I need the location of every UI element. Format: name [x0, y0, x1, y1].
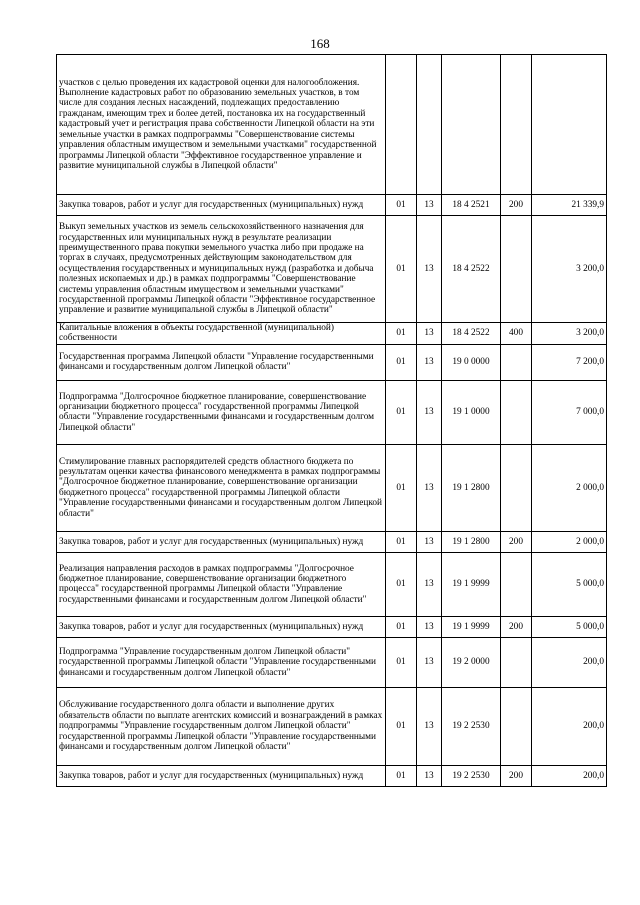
cell-section-code — [417, 55, 442, 195]
cell-ministry-code: 01 — [386, 344, 417, 380]
cell-amount: 2 000,0 — [532, 531, 607, 552]
cell-expense-type: 200 — [501, 765, 532, 786]
cell-section-code: 13 — [417, 616, 442, 637]
cell-description: Подпрограмма "Долгосрочное бюджетное планирование, совершенствование организации бюджетного процесса" государственной программы Липецкой области "Управление государственными финансами и государственным долгом Липецкой области" — [57, 380, 386, 444]
cell-section-code: 13 — [417, 531, 442, 552]
cell-description: Закупка товаров, работ и услуг для государственных (муниципальных) нужд — [57, 616, 386, 637]
cell-expense-type — [501, 216, 532, 323]
cell-description: Закупка товаров, работ и услуг для государственных (муниципальных) нужд — [57, 195, 386, 216]
cell-amount: 5 000,0 — [532, 552, 607, 616]
cell-target-article: 19 2 2530 — [442, 765, 501, 786]
cell-target-article: 18 4 2521 — [442, 195, 501, 216]
cell-expense-type: 200 — [501, 195, 532, 216]
cell-ministry-code: 01 — [386, 216, 417, 323]
budget-table — [56, 54, 607, 787]
cell-expense-type — [501, 637, 532, 687]
cell-expense-type — [501, 55, 532, 195]
table-row — [57, 616, 607, 637]
table-row — [57, 216, 607, 323]
cell-description: участков с целью проведения их кадастровой оценки для налогообложения. Выполнение кадастровых работ по образованию земельных участков, в том числе для создания лесных насаждений, подлежащих предоставлению гражданам, имеющим трех и более детей, постановка их на государственный кадастровый учет и регистрация права собственности Липецкой области на эти земельные участки в рамках подпрограммы "Совершенствование системы управления областным имуществом и земельными участками" государственной программы Липецкой области "Эффективное государственное управление и развитие муниципальной службы в Липецкой области" — [57, 55, 386, 195]
table-row — [57, 687, 607, 765]
cell-expense-type — [501, 380, 532, 444]
cell-expense-type: 200 — [501, 616, 532, 637]
cell-description: Закупка товаров, работ и услуг для государственных (муниципальных) нужд — [57, 531, 386, 552]
cell-amount: 200,0 — [532, 637, 607, 687]
cell-ministry-code: 01 — [386, 765, 417, 786]
table-row — [57, 323, 607, 345]
cell-ministry-code: 01 — [386, 531, 417, 552]
cell-section-code: 13 — [417, 444, 442, 531]
cell-ministry-code: 01 — [386, 616, 417, 637]
cell-target-article: 19 2 0000 — [442, 637, 501, 687]
cell-description: Выкуп земельных участков из земель сельскохозяйственного назначения для государственных или муниципальных нужд в результате реализации преимущественного права покупки земельного участка либо при продаже на торгах в случаях, предусмотренных действующим законодательством для осуществления государственных и муниципальных нужд (разработка и добыча полезных ископаемых и др.) в рамках подпрограммы "Совершенствование системы управления областным имуществом и земельными участками" государственной программы Липецкой области "Эффективное государственное управление и развитие муниципальной службы в Липецкой области" — [57, 216, 386, 323]
cell-section-code: 13 — [417, 552, 442, 616]
cell-description: Обслуживание государственного долга области и выполнение других обязательств области по выплате агентских комиссий и вознаграждений в рамках подпрограммы "Управление государственным долгом Липецкой области" государственной программы Липецкой области "Управление государственными финансами и государственным долгом Липецкой области" — [57, 687, 386, 765]
cell-ministry-code: 01 — [386, 552, 417, 616]
cell-description: Капитальные вложения в объекты государственной (муниципальной) собственности — [57, 323, 386, 345]
cell-expense-type: 400 — [501, 323, 532, 345]
table-row — [57, 552, 607, 616]
cell-amount: 5 000,0 — [532, 616, 607, 637]
cell-description: Реализация направления расходов в рамках подпрограммы "Долгосрочное бюджетное планирование, совершенствование организации бюджетного процесса" государственной программы Липецкой области "Управление государственными финансами и государственным долгом Липецкой области" — [57, 552, 386, 616]
cell-section-code: 13 — [417, 195, 442, 216]
cell-amount: 3 200,0 — [532, 323, 607, 345]
table-row — [57, 380, 607, 444]
cell-section-code: 13 — [417, 687, 442, 765]
cell-section-code: 13 — [417, 765, 442, 786]
cell-ministry-code: 01 — [386, 637, 417, 687]
table-row — [57, 531, 607, 552]
cell-ministry-code: 01 — [386, 687, 417, 765]
cell-expense-type: 200 — [501, 531, 532, 552]
cell-target-article: 19 1 9999 — [442, 616, 501, 637]
cell-description: Закупка товаров, работ и услуг для государственных (муниципальных) нужд — [57, 765, 386, 786]
cell-section-code: 13 — [417, 380, 442, 444]
cell-expense-type — [501, 344, 532, 380]
cell-target-article: 19 1 0000 — [442, 380, 501, 444]
cell-target-article: 18 4 2522 — [442, 216, 501, 323]
cell-target-article: 19 1 9999 — [442, 552, 501, 616]
cell-ministry-code: 01 — [386, 323, 417, 345]
cell-description: Подпрограмма "Управление государственным долгом Липецкой области" государственной программы Липецкой области "Управление государственными финансами и государственным долгом Липецкой области" — [57, 637, 386, 687]
cell-amount: 7 200,0 — [532, 344, 607, 380]
cell-section-code: 13 — [417, 323, 442, 345]
cell-target-article: 19 0 0000 — [442, 344, 501, 380]
cell-amount: 7 000,0 — [532, 380, 607, 444]
cell-section-code: 13 — [417, 637, 442, 687]
table-row — [57, 637, 607, 687]
cell-expense-type — [501, 687, 532, 765]
cell-expense-type — [501, 552, 532, 616]
cell-amount: 200,0 — [532, 765, 607, 786]
cell-section-code: 13 — [417, 344, 442, 380]
cell-description: Государственная программа Липецкой области "Управление государственными финансами и государственным долгом Липецкой области" — [57, 344, 386, 380]
table-body — [57, 55, 607, 787]
page-number: 168 — [310, 36, 330, 51]
cell-ministry-code: 01 — [386, 195, 417, 216]
cell-expense-type — [501, 444, 532, 531]
cell-target-article: 19 2 2530 — [442, 687, 501, 765]
table-row — [57, 55, 607, 195]
cell-amount: 200,0 — [532, 687, 607, 765]
cell-ministry-code: 01 — [386, 444, 417, 531]
cell-target-article — [442, 55, 501, 195]
table-row — [57, 765, 607, 786]
cell-amount — [532, 55, 607, 195]
cell-amount: 3 200,0 — [532, 216, 607, 323]
cell-description: Стимулирование главных распорядителей средств областного бюджета по результатам оценки качества финансового менеджмента в рамках подпрограммы "Долгосрочное бюджетное планирование, совершенствование организации бюджетного процесса" государственной программы Липецкой области "Управление государственными финансами и государственным долгом Липецкой области" — [57, 444, 386, 531]
table-row — [57, 444, 607, 531]
cell-amount: 2 000,0 — [532, 444, 607, 531]
table-row — [57, 195, 607, 216]
cell-ministry-code: 01 — [386, 380, 417, 444]
cell-target-article: 19 1 2800 — [442, 444, 501, 531]
cell-section-code: 13 — [417, 216, 442, 323]
cell-target-article: 19 1 2800 — [442, 531, 501, 552]
cell-ministry-code — [386, 55, 417, 195]
cell-target-article: 18 4 2522 — [442, 323, 501, 345]
cell-amount: 21 339,9 — [532, 195, 607, 216]
table-row — [57, 344, 607, 380]
